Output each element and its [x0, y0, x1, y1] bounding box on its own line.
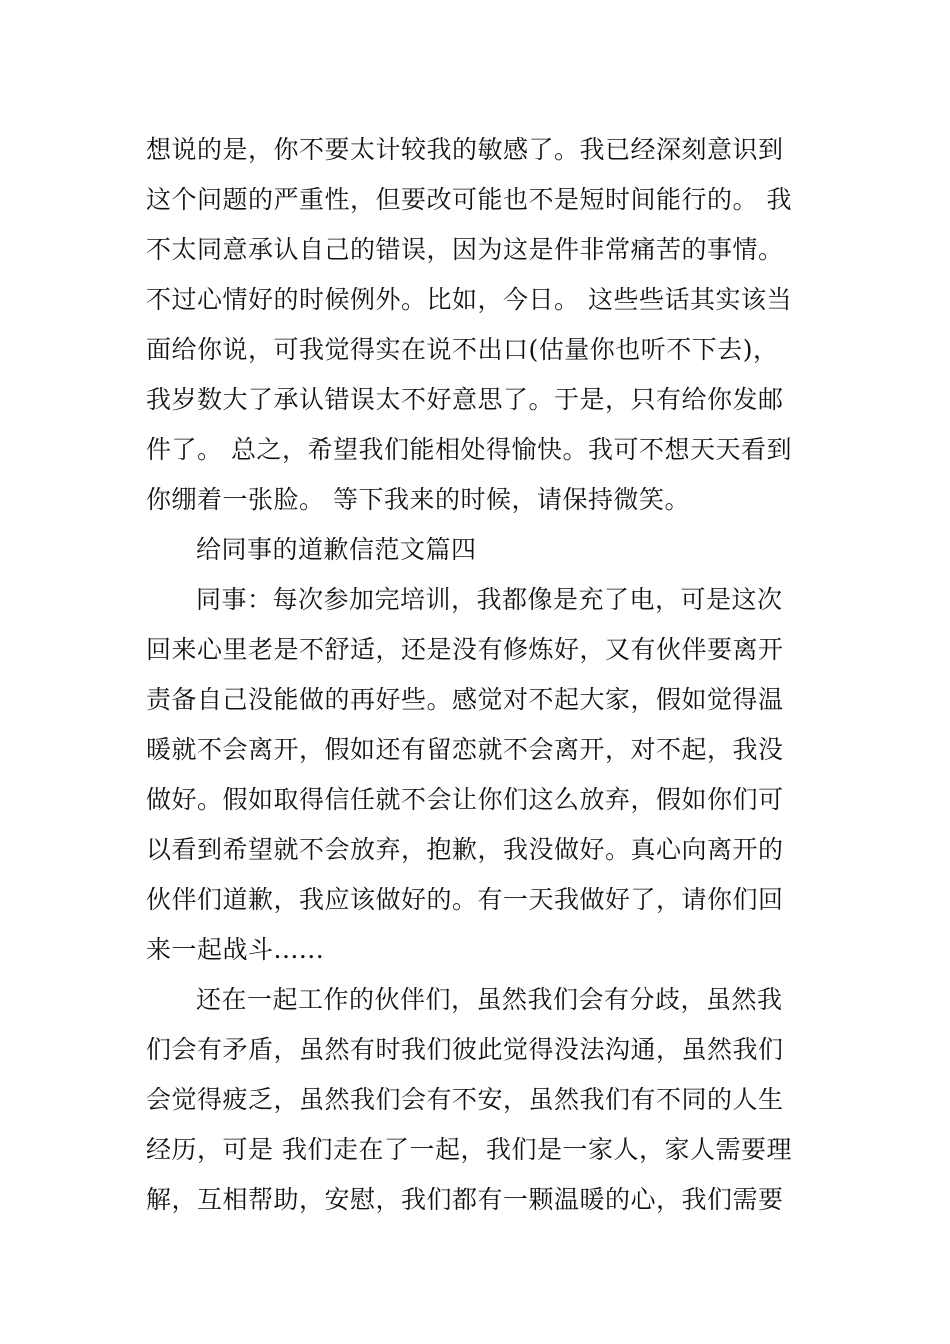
- text-line: 面给你说，可我觉得实在说不出口(估量你也听不下去)，: [146, 335, 779, 364]
- text-line: 伙伴们道歉，我应该做好的。有一天我做好了，请你们回: [146, 885, 784, 914]
- text-line: 不过心情好的时候例外。比如，今日。 这些些话其实该当: [146, 285, 792, 314]
- text-line: 做好。假如取得信任就不会让你们这么放弃，假如你们可: [146, 785, 784, 814]
- text-line: 我岁数大了承认错误太不好意思了。于是，只有给你发邮: [146, 385, 784, 414]
- text-line: 来一起战斗......: [146, 935, 325, 964]
- text-line: 你绷着一张脸。 等下我来的时候，请保持微笑。: [146, 485, 690, 514]
- text-line: 以看到希望就不会放弃，抱歉，我没做好。真心向离开的: [146, 835, 784, 864]
- section-heading: 给同事的道歉信范文篇四: [196, 535, 477, 564]
- text-line: 不太同意承认自己的错误，因为这是件非常痛苦的事情。: [146, 235, 784, 264]
- paragraph-first-line: 同事：每次参加完培训，我都像是充了电，可是这次: [196, 585, 783, 614]
- text-line: 经历，可是 我们走在了一起，我们是一家人，家人需要理: [146, 1135, 792, 1164]
- paragraph-first-line: 还在一起工作的伙伴们，虽然我们会有分歧，虽然我: [196, 985, 783, 1014]
- text-line: 回来心里老是不舒适，还是没有修炼好，又有伙伴要离开: [146, 635, 784, 664]
- text-line: 责备自己没能做的再好些。感觉对不起大家，假如觉得温: [146, 685, 784, 714]
- text-line: 件了。 总之，希望我们能相处得愉快。我可不想天天看到: [146, 435, 792, 464]
- text-line: 暖就不会离开，假如还有留恋就不会离开，对不起，我没: [146, 735, 784, 764]
- text-line: 这个问题的严重性，但要改可能也不是短时间能行的。 我: [146, 185, 792, 214]
- text-line: 们会有矛盾，虽然有时我们彼此觉得没法沟通，虽然我们: [146, 1035, 784, 1064]
- text-line: 解，互相帮助，安慰，我们都有一颗温暖的心，我们需要: [146, 1185, 784, 1214]
- text-line: 想说的是，你不要太计较我的敏感了。我已经深刻意识到: [146, 135, 784, 164]
- text-line: 会觉得疲乏，虽然我们会有不安，虽然我们有不同的人生: [146, 1085, 784, 1114]
